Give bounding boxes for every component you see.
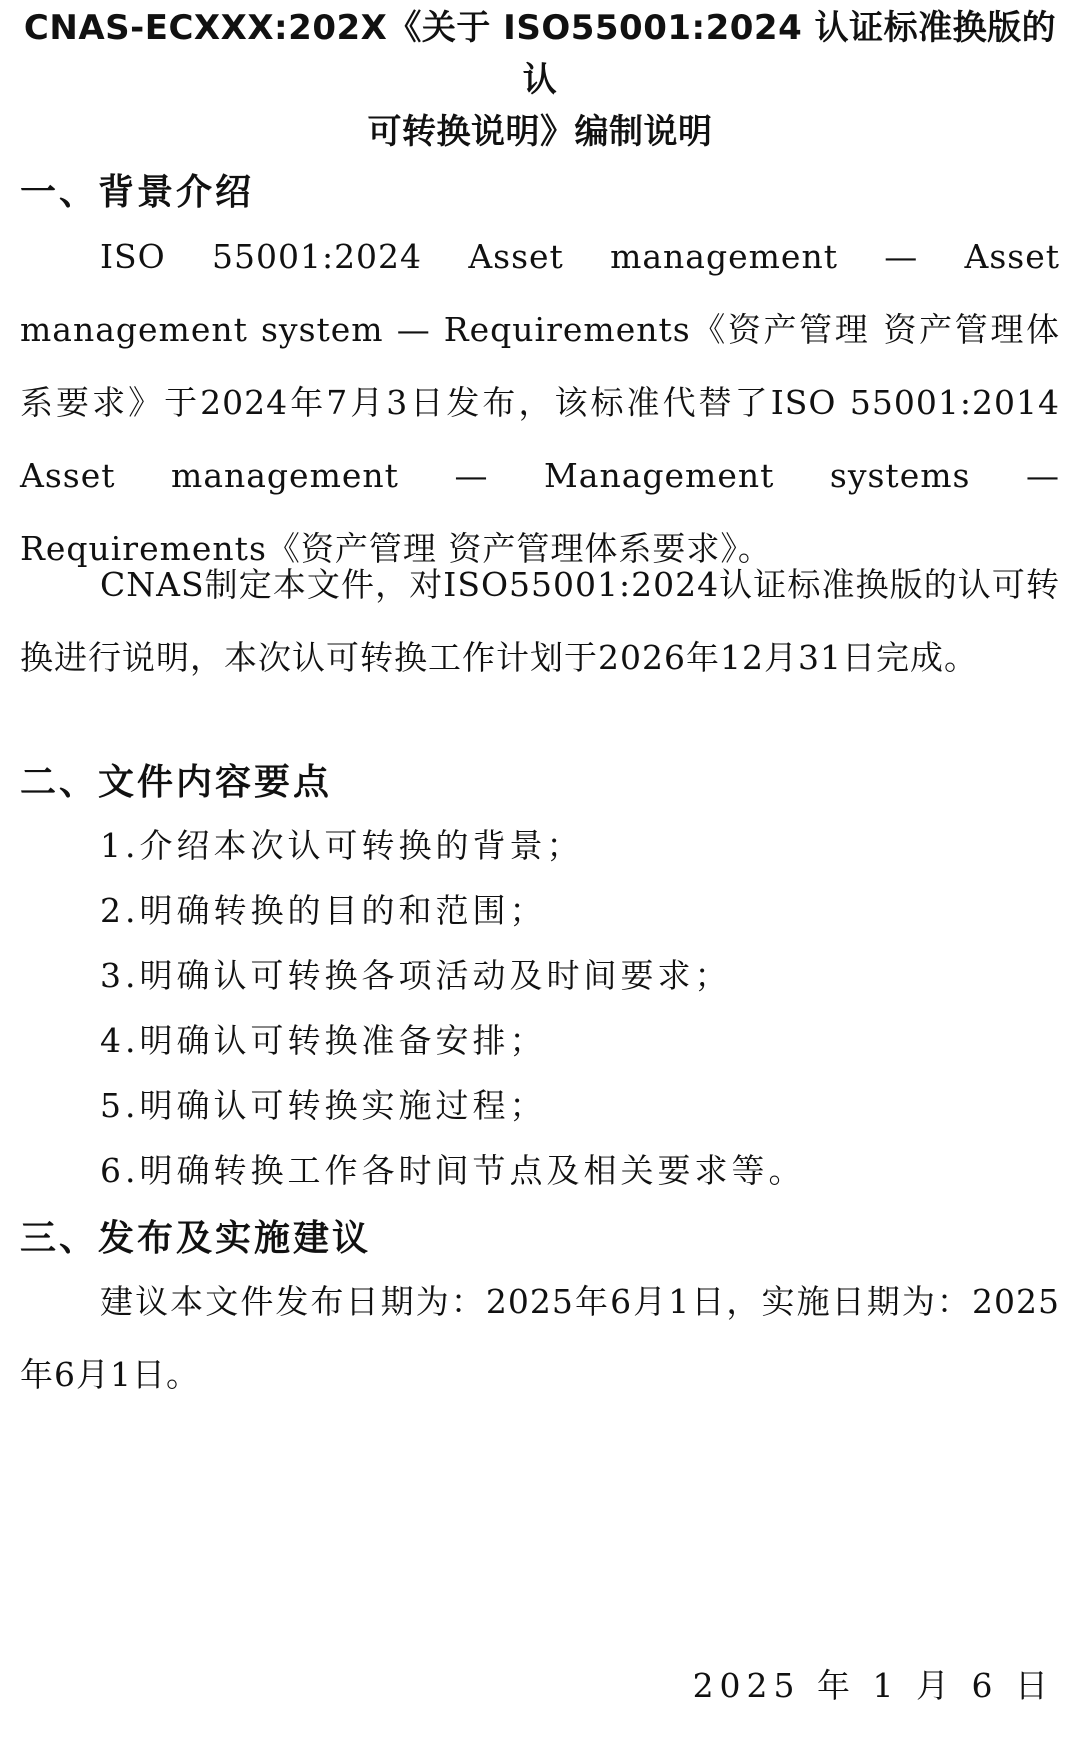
section-heading-release: 三、发布及实施建议 (20, 1218, 372, 1259)
list-item-1: 1.介绍本次认可转换的背景； (100, 826, 584, 865)
title-line-2: 可转换说明》编制说明 (367, 112, 713, 152)
list-item-6: 6.明确转换工作各时间节点及相关要求等。 (100, 1151, 806, 1190)
title-line-1: CNAS-ECXXX:202X《关于 ISO55001:2024 认证标准换版的认 (23, 8, 1057, 100)
list-item-5: 5.明确认可转换实施过程； (100, 1086, 547, 1125)
list-item-2: 2.明确转换的目的和范围； (100, 891, 547, 930)
paragraph-release-dates: 建议本文件发布日期为：2025年6月1日，实施日期为：2025年6月1日。 (20, 1282, 1060, 1394)
paragraph-background-cnas: CNAS制定本文件，对ISO55001:2024认证标准换版的认可转换进行说明，本次认可转换工作计划于2026年12月31日完成。 (20, 565, 1060, 677)
section-heading-background: 一、背景介绍 (20, 172, 255, 213)
section-heading-content-points: 二、文件内容要点 (20, 762, 333, 803)
document-title (20, 2, 1060, 158)
signature-date: 2025 年 1 月 6 日 (692, 1666, 1054, 1705)
list-item-3: 3.明确认可转换各项活动及时间要求； (100, 956, 732, 995)
paragraph-background-standard: ISO 55001:2024 Asset management — Asset management system — Requirements《资产管理 资产管理体系要求》于2024年7月3日发布，该标准代替了ISO 55001:2014 Asset management — Management systems — Requirements《资产管理 资产管理体系要求》。 (20, 237, 1060, 568)
list-item-4: 4.明确认可转换准备安排； (100, 1021, 547, 1060)
